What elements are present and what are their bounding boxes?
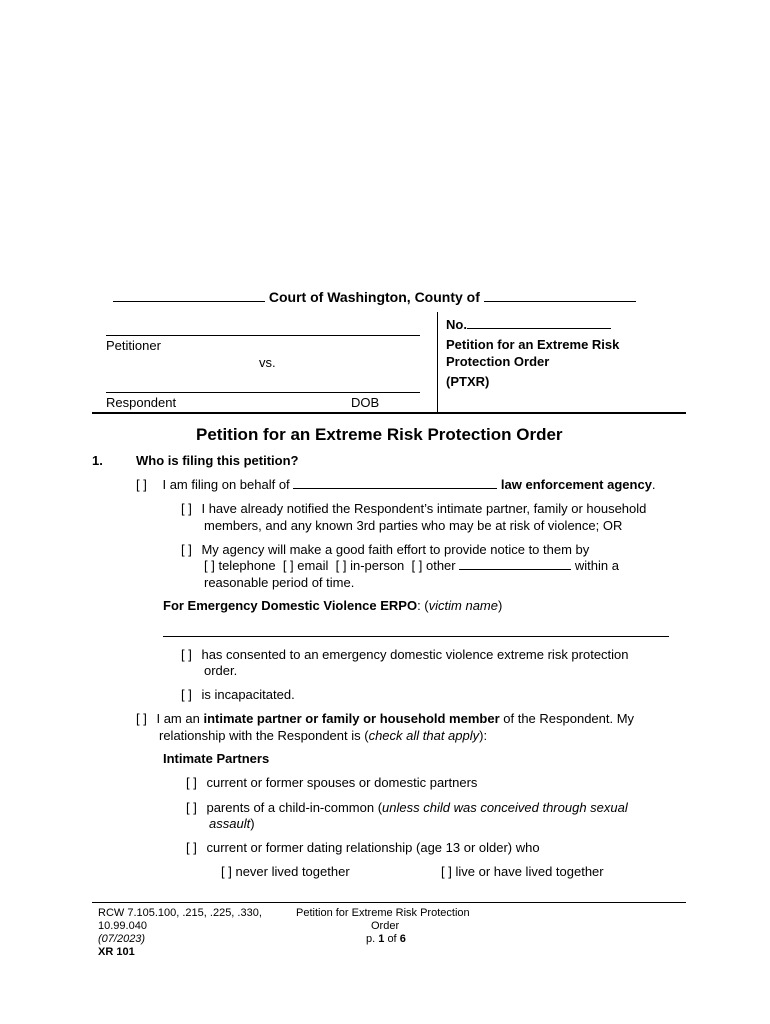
agency-name-blank[interactable] bbox=[293, 477, 497, 489]
consented-line2: order. bbox=[204, 663, 238, 678]
vs-label: vs. bbox=[259, 355, 276, 370]
main-title: Petition for an Extreme Risk Protection Order bbox=[196, 425, 563, 444]
notified-checkbox[interactable]: [ ] bbox=[181, 501, 192, 516]
telephone-checkbox[interactable]: [ ] bbox=[204, 558, 215, 573]
section-heading: Who is filing this petition? bbox=[136, 453, 299, 468]
parents-option: [ ] parents of a child-in-common (unless child was conceived through sexual bbox=[186, 800, 628, 815]
incapacitated-checkbox[interactable]: [ ] bbox=[181, 687, 192, 702]
other-checkbox[interactable]: [ ] bbox=[411, 558, 423, 573]
victim-name-line[interactable] bbox=[163, 636, 669, 637]
dating-option: [ ] current or former dating relationship (age 13 or older) who bbox=[186, 840, 540, 855]
relationship-line: relationship with the Respondent is (check all that apply): bbox=[159, 728, 488, 743]
other-method-blank[interactable] bbox=[459, 558, 571, 570]
dating-checkbox[interactable]: [ ] bbox=[186, 840, 197, 855]
case-number: No. bbox=[446, 317, 611, 332]
filing-behalf-option: [ ] I am filing on behalf of law enforcement agency. bbox=[136, 477, 656, 492]
footer-date: (07/2023) bbox=[98, 933, 146, 945]
lived-together-checkbox[interactable]: [ ] bbox=[441, 864, 452, 879]
lived-together-option: [ ] live or have lived together bbox=[441, 864, 604, 879]
header-rule bbox=[92, 412, 686, 414]
incapacitated-option: [ ] is incapacitated. bbox=[181, 687, 295, 702]
intimate-member-option: [ ] I am an intimate partner or family or household member of the Respondent. My bbox=[136, 711, 635, 726]
footer-title-line2: Order bbox=[371, 920, 400, 932]
never-lived-checkbox[interactable]: [ ] bbox=[221, 864, 232, 879]
case-number-blank[interactable] bbox=[467, 317, 611, 329]
notice-methods: [ ] telephone [ ] email [ ] in-person [ ] other within a bbox=[204, 558, 619, 573]
agency-line3: reasonable period of time. bbox=[204, 575, 355, 590]
dob-label: DOB bbox=[351, 395, 380, 410]
petitioner-label: Petitioner bbox=[106, 338, 161, 353]
caption-divider bbox=[437, 312, 438, 412]
consented-option: [ ] has consented to an emergency domestic violence extreme risk protection bbox=[181, 647, 629, 662]
inperson-checkbox[interactable]: [ ] bbox=[335, 558, 347, 573]
filing-behalf-checkbox[interactable]: [ ] bbox=[136, 477, 147, 492]
email-checkbox[interactable]: [ ] bbox=[282, 558, 294, 573]
intimate-member-checkbox[interactable]: [ ] bbox=[136, 711, 147, 726]
footer-rcw-line2: 10.99.040 bbox=[98, 920, 147, 932]
doc-title-line1: Petition for an Extreme Risk bbox=[446, 337, 620, 352]
footer-form-code: XR 101 bbox=[98, 946, 135, 958]
spouses-checkbox[interactable]: [ ] bbox=[186, 775, 197, 790]
intimate-partners-heading: Intimate Partners bbox=[163, 751, 270, 766]
never-lived-option: [ ] never lived together bbox=[221, 864, 350, 879]
notified-option: [ ] I have already notified the Respondent’s intimate partner, family or household bbox=[181, 501, 647, 516]
doc-code: (PTXR) bbox=[446, 374, 490, 389]
footer-rcw-line1: RCW 7.105.100, .215, .225, .330, bbox=[98, 907, 262, 919]
spouses-option: [ ] current or former spouses or domestic partners bbox=[186, 775, 478, 790]
agency-notice-checkbox[interactable]: [ ] bbox=[181, 542, 192, 557]
doc-title-line2: Protection Order bbox=[446, 354, 550, 369]
county-name-blank[interactable] bbox=[484, 290, 636, 302]
agency-notice-option: [ ] My agency will make a good faith effort to provide notice to them by bbox=[181, 542, 590, 557]
respondent-label: Respondent bbox=[106, 395, 177, 410]
parents-checkbox[interactable]: [ ] bbox=[186, 800, 197, 815]
court-name-blank[interactable] bbox=[113, 290, 265, 302]
footer-page: p. 1 of 6 bbox=[366, 933, 406, 945]
court-heading: Court of Washington, County of bbox=[113, 289, 636, 305]
parents-line2: assault) bbox=[209, 816, 255, 831]
section-number: 1. bbox=[92, 453, 103, 468]
respondent-name-line[interactable] bbox=[106, 392, 420, 393]
notified-line2: members, and any known 3rd parties who may be at risk of violence; OR bbox=[204, 518, 623, 533]
consented-checkbox[interactable]: [ ] bbox=[181, 647, 192, 662]
footer-title-line1: Petition for Extreme Risk Protection bbox=[296, 907, 470, 919]
footer-rule bbox=[92, 902, 686, 903]
petitioner-name-line[interactable] bbox=[106, 335, 420, 336]
emergency-erpo-label: For Emergency Domestic Violence ERPO: (victim name) bbox=[163, 598, 503, 613]
